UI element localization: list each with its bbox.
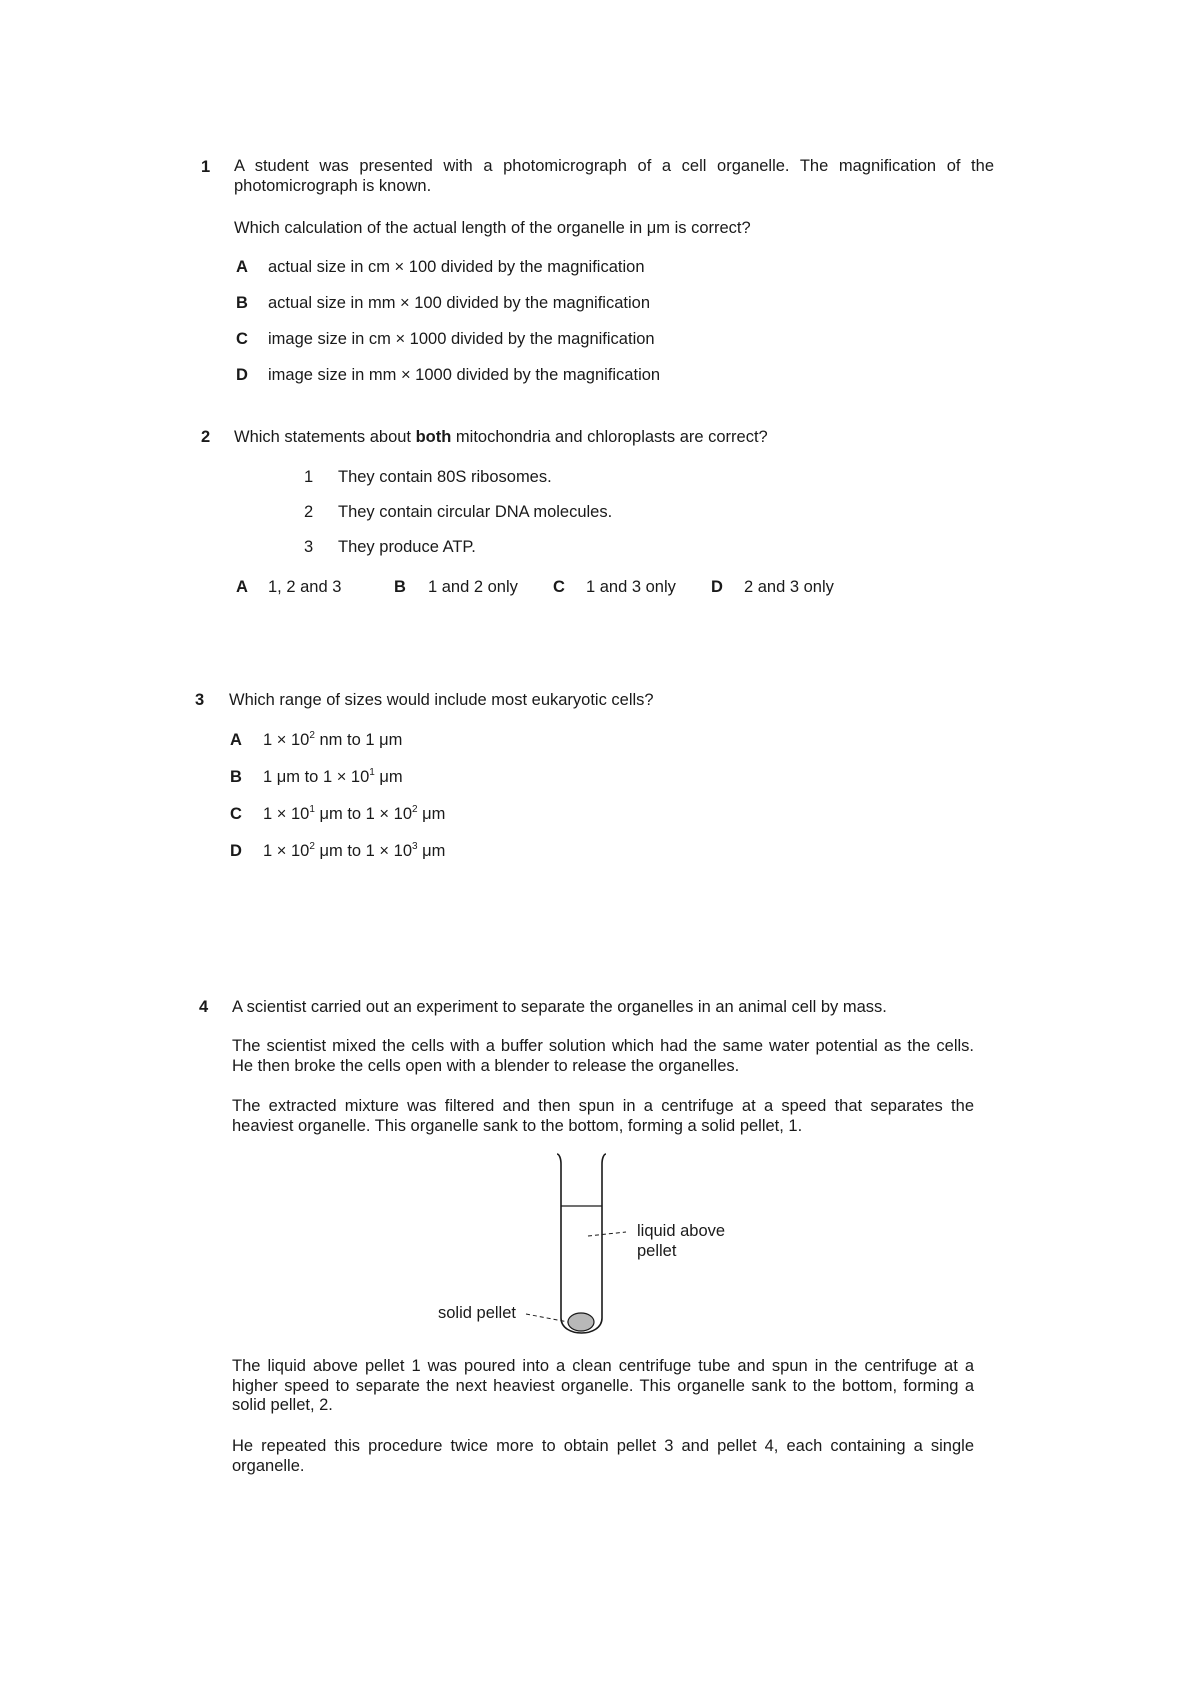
option-text[interactable]: image size in cm × 1000 divided by the magnification [268,330,655,348]
option-letter[interactable]: A [236,578,248,596]
option-part: 1 × 10 [263,842,310,860]
paragraph: The extracted mixture was filtered and then spun in a centrifuge at a speed that separates the heaviest organelle. This organelle sank to the bottom, forming a solid pellet, 1. [232,1097,974,1135]
solid-pellet [568,1313,594,1331]
question-prompt: Which calculation of the actual length of the organelle in μm is correct? [234,219,751,237]
option-text[interactable]: 2 and 3 only [744,578,834,596]
leader-line [588,1232,626,1236]
option-text[interactable] [263,768,403,787]
statement-text: They contain 80S ribosomes. [338,468,552,486]
label-liquid-above: liquid above [637,1222,726,1240]
exponent: 2 [412,804,418,815]
paragraph: He repeated this procedure twice more to obtain pellet 3 and pellet 4, each containing a single organelle. [232,1437,974,1475]
option-text[interactable]: image size in mm × 1000 divided by the magnification [268,366,661,384]
option-letter[interactable]: B [230,768,242,786]
tube-outline [557,1154,606,1333]
stem-text: Which statements about [234,428,416,446]
option-letter[interactable]: A [230,731,242,749]
option-text[interactable]: 1 and 3 only [586,578,676,596]
paragraph: The liquid above pellet 1 was poured into a clean centrifuge tube and spun in the centrifuge at a higher speed to separate the next heaviest organelle. This organelle sank to the bottom, forming a solid pellet, 2. [232,1357,974,1414]
option-part: nm to 1 μm [314,731,403,749]
label-solid-pellet: solid pellet [438,1304,516,1322]
option-letter[interactable]: D [230,842,242,860]
option-letter[interactable]: A [236,258,248,276]
option-letter[interactable]: C [230,805,242,823]
option-part: μm [417,842,446,860]
option-text[interactable]: actual size in cm × 100 divided by the magnification [268,258,645,276]
option-letter[interactable]: B [236,294,248,312]
option-part: μm [417,805,446,823]
stem-text: mitochondria and chloroplasts are correct? [451,428,768,446]
option-part: 1 × 10 [263,805,310,823]
paragraph: The scientist mixed the cells with a buffer solution which had the same water potential as the cells. He then broke the cells open with a blender to release the organelles. [232,1037,974,1075]
statement-number: 1 [304,468,314,486]
exponent: 2 [309,841,315,852]
statement-number: 2 [304,503,314,521]
option-text[interactable]: 1, 2 and 3 [268,578,342,596]
question-stem: A student was presented with a photomicrograph of a cell organelle. The magnification of the photomicrograph is known. [234,157,994,195]
label-pellet: pellet [637,1242,677,1260]
option-text[interactable]: 1 and 2 only [428,578,518,596]
exponent: 1 [369,767,375,778]
option-part: 1 × 10 [365,842,413,860]
option-letter[interactable]: D [711,578,723,596]
option-text[interactable] [263,842,445,861]
option-letter[interactable]: D [236,366,248,384]
exponent: 1 [309,804,315,815]
exponent: 3 [412,841,418,852]
exponent: 2 [309,730,315,741]
option-part: μm to [314,805,366,823]
option-part: 1 × 10 [365,805,413,823]
question-stem [234,428,768,447]
option-part: μm [374,768,403,786]
statement-number: 3 [304,538,314,556]
option-part: 1 μm to 1 × 10 [263,768,370,786]
question-stem: Which range of sizes would include most eukaryotic cells? [229,691,654,709]
question-number: 4 [199,998,209,1016]
option-text[interactable]: actual size in mm × 100 divided by the magnification [268,294,650,312]
question-number: 1 [201,158,211,176]
option-text[interactable] [263,805,445,824]
question-stem: A scientist carried out an experiment to separate the organelles in an animal cell by mass. [232,998,887,1016]
question-number: 2 [201,428,211,446]
option-part: μm to [314,842,366,860]
statement-text: They produce ATP. [338,538,476,556]
statement-text: They contain circular DNA molecules. [338,503,613,521]
question-number: 3 [195,691,205,709]
option-letter[interactable]: C [553,578,565,596]
option-text[interactable] [263,731,402,750]
stem-emphasis: both [415,428,452,446]
option-letter[interactable]: C [236,330,248,348]
option-letter[interactable]: B [394,578,406,596]
option-part: 1 × 10 [263,731,310,749]
